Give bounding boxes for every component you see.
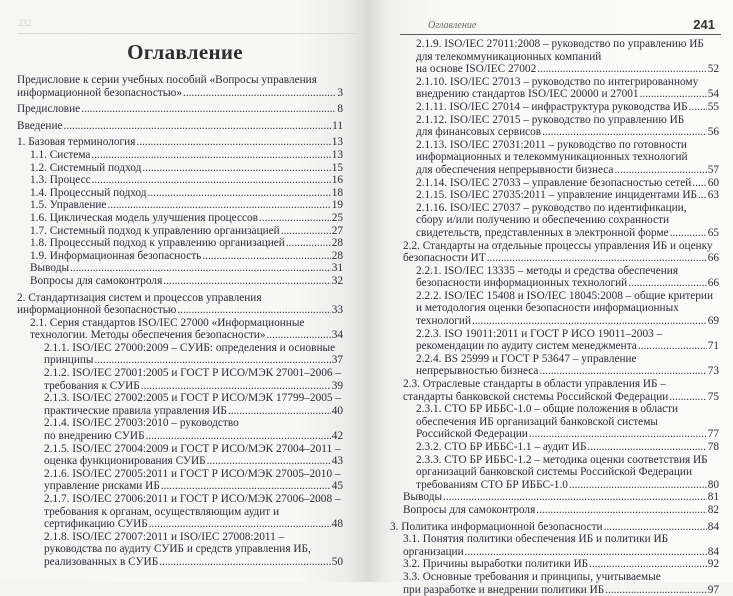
toc-entry-page-number: 69 [707, 315, 719, 328]
toc-entry-title: при разработке и внедрении политики ИБ [403, 583, 605, 596]
toc-entry-page-number: 3 [337, 86, 343, 99]
toc-entry-line: 2.2.2. ISO/IEC 15408 и ISO/IEC 18045:2008 – общие критерии [416, 289, 714, 302]
toc-entry-final-line [30, 149, 343, 162]
toc-entry-line: Предисловие к серии учебных пособий «Вопросы управления [17, 74, 317, 86]
toc-entry-line: 2.3. Отраслевые стандарты в области управления ИБ – [403, 378, 667, 391]
toc-entry-title: 1.9. Информационная безопасность [30, 249, 202, 262]
dot-leader [281, 225, 331, 238]
toc-entry[interactable] [17, 417, 343, 442]
toc-entry-title: практические правила управления ИБ [44, 404, 227, 417]
toc-entry[interactable] [17, 531, 343, 569]
toc-entry-line: 2.1.16. ISO/IEC 27037 – руководство по идентификации, [416, 201, 687, 214]
dot-leader [669, 391, 706, 404]
toc-entry-line: 2.1.9. ISO/IEC 27011:2008 – руководство по управлению ИБ [416, 38, 704, 50]
toc-entry-final-line [30, 275, 343, 288]
toc-entry-final-line [416, 88, 719, 101]
toc-entry-title: оценка функционирования СУИБ [44, 455, 206, 468]
toc-entry[interactable] [403, 328, 719, 353]
toc-entry-title: по внедрению СУИБ [44, 430, 145, 443]
toc-entry-title: 2.3.2. СТО БР ИББС-1.1 – аудит ИБ [416, 441, 587, 453]
toc-entry-title: 1.5. Управление [30, 199, 107, 212]
toc-entry-title: для обеспечения непрерывности бизнеса [416, 163, 614, 176]
toc-entry-title: 1.2. Системный подход [30, 161, 142, 174]
toc-entry-final-line [416, 428, 719, 441]
toc-entry-final-line [416, 277, 719, 290]
dot-leader [259, 212, 331, 225]
toc-entry-title: управление рисками ИБ [44, 480, 160, 493]
dot-leader [148, 187, 331, 200]
dot-leader [146, 430, 331, 443]
toc-entry-title: Предисловие [17, 103, 81, 116]
toc-entry[interactable] [403, 533, 719, 558]
toc-entry-line: 2.1.5. ISO/IEC 27004:2009 и ГОСТ Р ИСО/МЭК 27004–2011 – [44, 442, 341, 455]
toc-entry-title: Вопросы для самоконтроля [30, 274, 163, 287]
toc-entry-final-line [416, 340, 719, 353]
toc-entry-page-number: 57 [707, 163, 719, 176]
toc-entry-line: для телекоммуникационных компаний [416, 50, 602, 63]
toc-entry-page-number: 15 [331, 161, 343, 174]
dot-leader [95, 354, 331, 367]
toc-entry-final-line [30, 225, 343, 238]
toc-entry-page-number: 33 [331, 304, 343, 317]
toc-entry-line: требования к органам, осуществляющим аудит и [44, 505, 280, 518]
dot-leader [692, 177, 706, 190]
toc-entry-title: стандарты банковской системы Российской Федерации [403, 390, 669, 403]
toc-entry-final-line [416, 479, 719, 492]
toc-entry-page-number: 66 [707, 277, 719, 290]
toc-entry-page-number: 80 [707, 478, 719, 491]
toc-entry-final-line [416, 189, 719, 202]
toc-entry-line: руководства по аудиту СУИБ и средств управления ИБ, [44, 543, 311, 556]
toc-entry-page-number: 63 [707, 189, 719, 202]
toc-entry-final-line [30, 187, 343, 200]
toc-entry[interactable] [17, 103, 343, 116]
toc-entry[interactable] [403, 353, 719, 378]
toc-entry-line: сбору и/или получению и обеспечению сохранности [416, 214, 670, 227]
toc-entry-line: и методология оценки безопасности информационных [416, 302, 679, 315]
toc-entry[interactable] [17, 317, 343, 342]
toc-entry-line: 3.3. Основные требования и принципы, учитываемые [403, 570, 661, 583]
toc-entry-final-line [44, 405, 343, 418]
toc-entry-page-number: 8 [337, 103, 343, 116]
toc-entry[interactable] [17, 443, 343, 468]
toc-entry-line: 2.3.3. СТО БР ИББС-1.2 – методика оценки соответствия ИБ [416, 453, 708, 466]
bleed-through-header [18, 18, 358, 30]
toc-entry-final-line [416, 177, 719, 190]
dot-leader [589, 558, 707, 571]
toc-entry[interactable] [403, 504, 719, 517]
toc-entry-line: 2.2.1. ISO/IEC 13335 – методы и средства обеспечения [416, 264, 679, 277]
toc-entry-title: реализованных в СУИБ [44, 555, 159, 568]
toc-entry-title: Введение [17, 119, 63, 132]
toc-entry[interactable] [390, 521, 719, 534]
toc-entry[interactable] [403, 177, 719, 190]
toc-entry-page-number: 32 [331, 274, 343, 287]
toc-entry-page-number: 60 [707, 176, 719, 189]
toc-entry-title: информационной безопасностью [17, 304, 177, 317]
toc-entry-page-number: 37 [331, 354, 343, 367]
toc-entry-final-line [17, 87, 343, 100]
toc-entry-line: 2.1.8. ISO/IEC 27007:2011 и ISO/IEC 27008:2011 – [44, 530, 285, 543]
dot-leader [141, 380, 331, 393]
toc-entry-page-number: 73 [707, 365, 719, 378]
toc-title: Оглавление [127, 40, 243, 64]
toc-entry-title: 1.8. Процессный подход к управлению организацией [30, 237, 285, 250]
toc-entry[interactable] [403, 558, 719, 571]
toc-entry-title: безопасности ИТ [403, 252, 486, 265]
toc-entry-title: 3. Политика информационной безопасности [390, 520, 603, 533]
dot-leader [670, 227, 707, 240]
toc-entry-page-number: 13 [331, 148, 343, 161]
toc-entry-final-line [416, 365, 719, 378]
toc-entry-page-number: 54 [707, 88, 719, 101]
dot-leader [81, 103, 336, 116]
toc-entry-final-line [403, 491, 719, 504]
toc-entry-final-line [30, 237, 343, 250]
toc-entry-title: 3.2. Причины выработки политики ИБ [403, 558, 589, 571]
toc-entry[interactable] [403, 202, 719, 240]
dot-leader [286, 237, 331, 250]
dot-leader [628, 277, 707, 290]
toc-entry-final-line [30, 329, 343, 342]
toc-entry[interactable] [17, 136, 343, 149]
toc-entry-page-number: 84 [707, 520, 719, 533]
toc-entry[interactable] [17, 174, 343, 187]
toc-entry-title: свидетельств, представленных в электронной форме [416, 226, 669, 239]
toc-entry-final-line [44, 430, 343, 443]
toc-entry-final-line [403, 558, 719, 571]
bleed-through-rule [18, 33, 358, 34]
toc-entry[interactable] [403, 290, 719, 328]
toc-entry-line: 2.1.12. ISO/IEC 27015 – руководство по управлению ИБ [416, 113, 685, 126]
toc-entry-line: 3.1. Понятия политики обеспечения ИБ и политики ИБ [403, 533, 669, 546]
dot-leader [487, 252, 707, 265]
toc-entry[interactable] [17, 342, 343, 367]
toc-entry[interactable] [17, 162, 343, 175]
toc-entry[interactable] [403, 76, 719, 101]
toc-entry-page-number: 13 [331, 136, 343, 149]
toc-entry-title: Выводы [30, 262, 70, 275]
toc-entry-page-number: 81 [707, 491, 719, 504]
toc-entry-title: 2.1.15. ISO/IEC 27035:2011 – управление инцидентами ИБ [416, 189, 697, 202]
toc-entry-final-line [30, 174, 343, 187]
dot-leader [542, 126, 707, 139]
dot-leader [587, 441, 706, 454]
dot-leader [92, 174, 331, 187]
right-page [370, 0, 733, 596]
dot-leader [202, 250, 330, 263]
toc-entry-title: принципы [44, 354, 94, 367]
running-header [400, 18, 721, 35]
toc-entry-page-number: 84 [707, 545, 719, 558]
toc-entry-final-line [44, 480, 343, 493]
toc-entry-final-line [30, 262, 343, 275]
toc-entry[interactable] [17, 212, 343, 225]
toc-entry-final-line [416, 63, 719, 76]
toc-entry[interactable] [17, 392, 343, 417]
toc-entry-final-line [44, 518, 343, 531]
toc-entry-final-line [416, 315, 719, 328]
toc-entry-final-line [44, 380, 343, 393]
toc-entry-final-line [17, 103, 343, 116]
toc-entry-title: для финансовых сервисов [416, 126, 542, 139]
toc-entry-line: 2.1.7. ISO/IEC 27006:2011 и ГОСТ Р ИСО/МЭК 27006–2008 – [44, 493, 341, 505]
toc-entry-final-line [416, 227, 719, 240]
toc-entry[interactable] [403, 240, 719, 265]
toc-entry-line: 2.1.3. ISO/IEC 27002:2005 и ГОСТ Р ИСО/МЭК 17799–2005 – [44, 392, 341, 405]
toc-entry-final-line [30, 199, 343, 212]
toc-entry[interactable] [17, 250, 343, 263]
dot-leader [149, 518, 331, 531]
toc-entry[interactable] [17, 237, 343, 250]
toc-entry-title: непрерывностью бизнеса [416, 365, 539, 378]
toc-entry-page-number: 42 [331, 430, 343, 443]
toc-entry-page-number: 66 [707, 252, 719, 265]
toc-entry-line: 2.1.10. ISO/IEC 27013 – руководство по интегрированному [416, 75, 699, 88]
toc-entry-page-number: 16 [331, 174, 343, 187]
toc-entry-title: информационной безопасностью» [17, 86, 183, 99]
toc-entry-page-number: 31 [331, 262, 343, 275]
toc-entry-page-number: 28 [331, 249, 343, 262]
dot-leader [177, 304, 330, 317]
toc-entry-line: информационных и телекоммуникационных технологий [416, 151, 688, 164]
toc-entry-page-number: 45 [331, 480, 343, 493]
toc-entry-page-number: 52 [707, 63, 719, 76]
dot-leader [443, 491, 707, 504]
toc-entry-final-line [44, 556, 343, 569]
toc-entry-page-number: 25 [331, 211, 343, 224]
toc-entry-title: безопасности информационных технологий [416, 277, 628, 290]
dot-leader [614, 164, 706, 177]
toc-entry-final-line [403, 546, 719, 559]
toc-entry[interactable] [17, 262, 343, 275]
toc-entry[interactable] [17, 199, 343, 212]
toc-entry-page-number: 75 [707, 390, 719, 403]
dot-leader [638, 340, 707, 353]
toc-entry[interactable] [17, 74, 343, 99]
toc-entry-final-line [403, 252, 719, 265]
dot-leader [605, 584, 706, 596]
toc-entry-final-line [44, 455, 343, 468]
toc-entry-page-number: 11 [332, 119, 343, 132]
dot-leader [537, 63, 706, 76]
dot-leader [604, 521, 707, 534]
toc-entry-title: организации [403, 545, 464, 558]
bleed-through-page-number: 232 [18, 18, 32, 28]
toc-entry-title: 1.6. Циклическая модель улучшения процессов [30, 211, 258, 224]
toc-entry[interactable] [403, 139, 719, 177]
dot-leader [163, 275, 330, 288]
toc-entry-final-line [390, 521, 719, 534]
dot-leader [159, 556, 331, 569]
running-title: Оглавление [428, 20, 477, 31]
toc-entry-final-line [30, 250, 343, 263]
dot-leader [64, 120, 332, 133]
toc-entry[interactable] [403, 114, 719, 139]
toc-entry-page-number: 77 [707, 428, 719, 441]
toc-entry-title: 2.1.14. ISO/IEC 27033 – управление безопасностью сетей [416, 176, 692, 189]
toc-entry-line: обеспечения ИБ организаций банковской системы [416, 415, 658, 428]
dot-leader [539, 365, 706, 378]
toc-entry[interactable] [17, 120, 343, 133]
toc-entry-page-number: 82 [707, 503, 719, 516]
toc-entry-page-number: 27 [331, 224, 343, 237]
toc-entry-line: 2.3.1. СТО БР ИББС-1.0 – общие положения в области [416, 403, 679, 416]
toc-entry-final-line [17, 136, 343, 149]
toc-entry-title: Вопросы для самоконтроля [403, 503, 536, 516]
toc-entry-page-number: 65 [707, 226, 719, 239]
toc-entry-line: 2.1.6. ISO/IEC 27005:2011 и ГОСТ Р ИСО/МЭК 27005–2010 – [44, 467, 341, 480]
dot-leader [142, 162, 330, 175]
toc-entry-page-number: 18 [331, 186, 343, 199]
toc-entry-final-line [403, 584, 719, 596]
toc-entry[interactable] [403, 403, 719, 441]
toc-entry-final-line [403, 391, 719, 404]
toc-entry-line: 2.2.4. BS 25999 и ГОСТ Р 53647 – управление [416, 352, 637, 365]
toc-entry[interactable] [17, 225, 343, 238]
toc-entry-final-line [416, 164, 719, 177]
toc-entry-title: Российской Федерации [416, 428, 528, 441]
dot-leader [136, 136, 330, 149]
dot-leader [228, 405, 331, 418]
toc-entry-final-line [416, 101, 719, 114]
toc-entry-page-number: 50 [331, 555, 343, 568]
dot-leader [91, 149, 330, 162]
dot-leader [536, 504, 706, 517]
toc-entry-title: внедрению стандартов ISO/IEC 20000 и 27001 [416, 88, 639, 101]
toc-entry-page-number: 39 [331, 379, 343, 392]
toc-entry-final-line [44, 354, 343, 367]
toc-entry-page-number: 55 [707, 100, 719, 113]
toc-entry[interactable] [403, 189, 719, 202]
dot-leader [698, 189, 707, 202]
toc-entry[interactable] [17, 292, 343, 317]
toc-entry-page-number: 28 [331, 237, 343, 250]
toc-entry-title: 1. Базовая терминология [17, 136, 136, 149]
dot-leader [640, 88, 707, 101]
toc-entry[interactable] [403, 491, 719, 504]
toc-entry[interactable] [403, 454, 719, 492]
dot-leader [689, 101, 707, 114]
dot-leader [569, 479, 707, 492]
toc-entry[interactable] [17, 275, 343, 288]
toc-entry-page-number: 34 [331, 329, 343, 342]
toc-entry-title: требованиям СТО БР ИББС-1.0 [416, 478, 568, 491]
toc-entry-page-number: 97 [707, 583, 719, 596]
toc-entry[interactable] [403, 378, 719, 403]
toc-entry[interactable] [17, 493, 343, 531]
toc-entry-title: сертификацию СУИБ [44, 518, 148, 531]
toc-entry-title: 1.4. Процессный подход [30, 186, 147, 199]
toc-list-left [17, 74, 343, 569]
toc-entry-line: организаций банковской системы Российской Федерации [416, 466, 692, 479]
toc-entry[interactable] [17, 367, 343, 392]
toc-entry-page-number: 56 [707, 126, 719, 139]
toc-entry-final-line [30, 162, 343, 175]
toc-entry-title: технологии. Методы обеспечения безопасности» [30, 329, 266, 342]
toc-entry-page-number: 40 [331, 404, 343, 417]
toc-entry[interactable] [403, 441, 719, 454]
page-number: 241 [693, 17, 715, 32]
toc-entry[interactable] [403, 571, 719, 596]
toc-entry-title: 1.3. Процесс [30, 174, 91, 187]
dot-leader [183, 87, 336, 100]
dot-leader [161, 480, 331, 493]
toc-entry-line: 2. Стандартизация систем и процессов управления [17, 291, 262, 304]
toc-entry-line: 2.1. Серия стандартов ISO/IEC 27000 «Информационные [30, 316, 305, 329]
toc-entry[interactable] [403, 265, 719, 290]
dot-leader [107, 199, 330, 212]
toc-entry-line: 2.1.1. ISO/IEC 27000:2009 – СУИБ: определения и основные [44, 341, 336, 354]
toc-entry-title: на основе ISO/IEC 27002 [416, 63, 537, 76]
toc-entry-title: 2.1.11. ISO/IEC 27014 – инфраструктура руководства ИБ [416, 100, 688, 113]
dot-leader [266, 329, 330, 342]
toc-entry-final-line [17, 304, 343, 317]
toc-entry[interactable] [17, 468, 343, 493]
toc-entry-line: 2.1.13. ISO/IEC 27031:2011 – руководство по готовности [416, 138, 687, 151]
toc-entry-line: 2.2.3. ISO 19011:2011 и ГОСТ Р ИСО 19011–2003 – [416, 327, 663, 340]
toc-entry-page-number: 48 [331, 518, 343, 531]
dot-leader [472, 315, 707, 328]
toc-entry-page-number: 19 [331, 199, 343, 212]
toc-entry-line: 2.1.4. ISO/IEC 27003:2010 – руководство [44, 417, 239, 430]
dot-leader [70, 262, 331, 275]
toc-entry-final-line [30, 212, 343, 225]
toc-entry-title: 1.7. Системный подход к управлению организацией [30, 224, 280, 237]
toc-entry[interactable] [17, 187, 343, 200]
toc-entry-page-number: 92 [707, 558, 719, 571]
left-page [0, 0, 370, 582]
toc-entry-final-line [416, 126, 719, 139]
toc-list-right [390, 38, 719, 596]
toc-entry-title: требования к СУИБ [44, 379, 140, 392]
toc-entry[interactable] [17, 149, 343, 162]
toc-entry-title: Выводы [403, 491, 443, 504]
toc-entry-page-number: 71 [707, 340, 719, 353]
dot-leader [465, 546, 707, 559]
toc-entry-title: технологий [416, 315, 472, 328]
toc-entry-title: рекомендации по аудиту систем менеджмента [416, 340, 637, 353]
toc-entry-line: 2.2. Стандарты на отдельные процессы управления ИБ и оценку [403, 239, 713, 252]
toc-entry[interactable] [403, 38, 719, 76]
toc-entry-final-line [403, 504, 719, 517]
toc-entry-line: 2.1.2. ISO/IEC 27001:2005 и ГОСТ Р ИСО/МЭК 27001–2006 – [44, 367, 341, 380]
toc-entry-final-line [416, 441, 719, 454]
dot-leader [207, 455, 331, 468]
toc-entry[interactable] [403, 101, 719, 114]
toc-entry-page-number: 43 [331, 455, 343, 468]
toc-entry-page-number: 78 [707, 441, 719, 453]
dot-leader [529, 428, 707, 441]
toc-entry-final-line [17, 120, 343, 133]
toc-entry-title: 1.1. Система [30, 148, 91, 161]
